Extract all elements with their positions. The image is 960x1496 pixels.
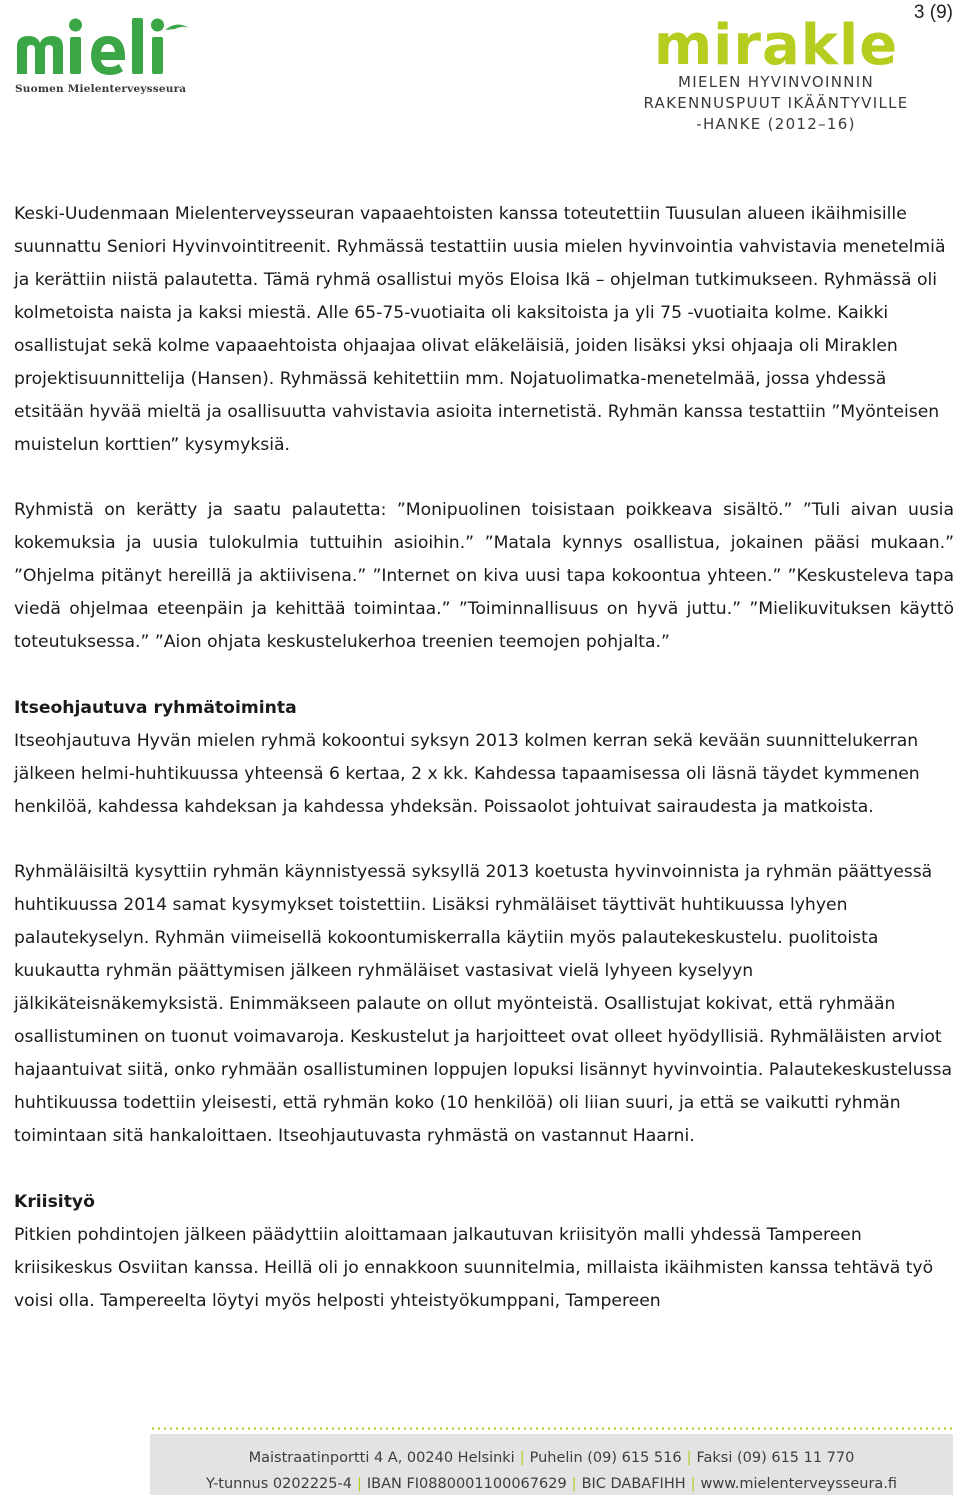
paragraph-kriisityo: Pitkien pohdintojen jälkeen päädyttiin aloittamaan jalkautuvan kriisityön malli yhdessä Tampereen kriisikeskus Osviitan kanssa. Heillä oli jo ennakkoon suunnitelmia, millaista ikäihmisten kanssa tehtävä työ voisi olla. Tampereelta löytyi myös helposti yhteistyökumppani, Tampereen <box>14 1225 934 1311</box>
mieli-wordmark-graphic <box>15 16 193 78</box>
mirakle-tagline-3: -HANKE (2012–16) <box>696 115 856 133</box>
mirakle-tagline-1: MIELEN HYVINVOINNIN <box>677 73 875 91</box>
paragraph-feedback-quotes: Ryhmistä on kerätty ja saatu palautetta: ”Monipuolinen toisistaan poikkeava sisältö.” ”Tuli aivan uusia kokemuksia ja uusia tulokulmia tuttuihin asioihin.” ”Matala kynnys osallistua, jokainen pääsi mukaan.” ”Ohjelma pitänyt hereillä ja aktiivisena.” ”Internet on kiva uusi tapa kokoontua yhteen.” ”Keskusteleva tapa viedä ohjelmaa eteenpäin ja kehittää toimintaa.” ”Toiminnallisuus on hyvä juttu.” ”Mielikuvituksen käyttö toteutuksessa.” ”Aion ohjata keskustelukerhoa treenien teemojen pohjalta.” <box>14 500 954 652</box>
mieli-logo <box>15 16 195 100</box>
mieli-logo-subtitle: Suomen Mielenterveysseura <box>15 83 187 95</box>
footer-separator: | <box>571 1476 577 1492</box>
footer-phone: Puhelin (09) 615 516 <box>529 1450 682 1466</box>
footer-dotted-divider <box>150 1427 953 1430</box>
page-number: 3 (9) <box>913 2 953 23</box>
mirakle-wordmark: mirakle <box>653 13 899 78</box>
document-body <box>14 198 954 1318</box>
footer-separator: | <box>356 1476 362 1492</box>
paragraph-itseohjautuva-ryhma: Itseohjautuva Hyvän mielen ryhmä kokoontui syksyn 2013 kolmen kerran sekä kevään suunnittelukerran jälkeen helmi-huhtikuussa yhteensä 6 kertaa, 2 x kk. Kahdessa tapaamisessa oli läsnä täydet kymmenen henkilöä, kahdessa kahdeksan ja kahdessa yhdeksän. Poissaolot johtuivat sairaudesta ja matkoista. <box>14 731 920 817</box>
footer-row-registry <box>150 1472 953 1496</box>
footer-separator: | <box>519 1450 525 1466</box>
paragraph-seniori-hyvinvointitreenit: Keski-Uudenmaan Mielenterveysseuran vapaaehtoisten kanssa toteutettiin Tuusulan alueen ikäihmisille suunnattu Seniori Hyvinvointitreenit. Ryhmässä testattiin uusia mielen hyvinvointia vahvistavia menetelmiä ja kerättiin niistä palautetta. Tämä ryhmä osallistui myös Eloisa Ikä – ohjelman tutkimukseen. Ryhmässä oli kolmetoista naista ja kaksi miestä. Alle 65-75-vuotiaita oli kaksitoista ja yli 75 -vuotiaita kolme. Kaikki osallistujat sekä kolme vapaaehtoista ohjaajaa olivat eläkeläisiä, joiden lisäksi yksi ohjaaja oli Miraklen projektisuunnittelija (Hansen). Ryhmässä kehitettiin mm. Nojatuolimatka-menetelmää, jossa yhdessä etsitään hyvää mieltä ja osallisuutta vahvistavia asioita internetistä. Ryhmän kanssa testattiin ”Myönteisen muistelun korttien” kysymyksiä. <box>14 204 946 455</box>
heading-kriisityo: Kriisityö <box>14 1192 95 1212</box>
footer-contact-bar <box>150 1434 953 1495</box>
mirakle-tagline-2: RAKENNUSPUUT IKÄÄNTYVILLE <box>643 94 909 112</box>
footer-address: Maistraatinportti 4 A, 00240 Helsinki <box>248 1450 515 1466</box>
footer-business-id: Y-tunnus 0202225-4 <box>205 1476 352 1492</box>
heading-itseohjautuva-ryhmatoiminta: Itseohjautuva ryhmätoiminta <box>14 698 297 718</box>
footer-separator: | <box>686 1450 692 1466</box>
mirakle-logo <box>620 13 932 140</box>
footer-website[interactable]: www.mielenterveysseura.fi <box>700 1476 898 1492</box>
footer-bic: BIC DABAFIHH <box>581 1476 686 1492</box>
footer-row-contact <box>150 1446 953 1470</box>
footer-fax: Faksi (09) 615 11 770 <box>696 1450 855 1466</box>
paragraph-ryhmalaisten-palaute: Ryhmäläisiltä kysyttiin ryhmän käynnistyessä syksyllä 2013 koetusta hyvinvoinnista ja ryhmän päättyessä huhtikuussa 2014 samat kysymykset toistettiin. Lisäksi ryhmäläiset täyttivät huhtikuussa lyhyen palautekyselyn. Ryhmän viimeisellä kokoontumiskerralla käytiin myös palautekeskustelu. puolitoista kuukautta ryhmän päättymisen jälkeen ryhmäläiset vastasivat vielä lyhyeen kyselyyn jälkikäteisnäkemyksistä. Enimmäkseen palaute on ollut myönteistä. Osallistujat kokivat, että ryhmään osallistuminen on tuonut voimavaroja. Keskustelut ja harjoitteet ovat olleet hyödyllisiä. Ryhmäläisten arviot hajaantuivat siitä, onko ryhmään osallistuminen loppujen lopuksi lisännyt hyvinvointia. Palautekeskustelussa huhtikuussa todettiin yleisesti, että ryhmän koko (10 henkilöä) oli liian suuri, ja että se vaikutti ryhmän toimintaan sitä hankaloittaen. Itseohjautuvasta ryhmästä on vastannut Haarni. <box>14 862 953 1146</box>
footer-separator: | <box>690 1476 696 1492</box>
footer-iban: IBAN FI0880001100067629 <box>366 1476 567 1492</box>
